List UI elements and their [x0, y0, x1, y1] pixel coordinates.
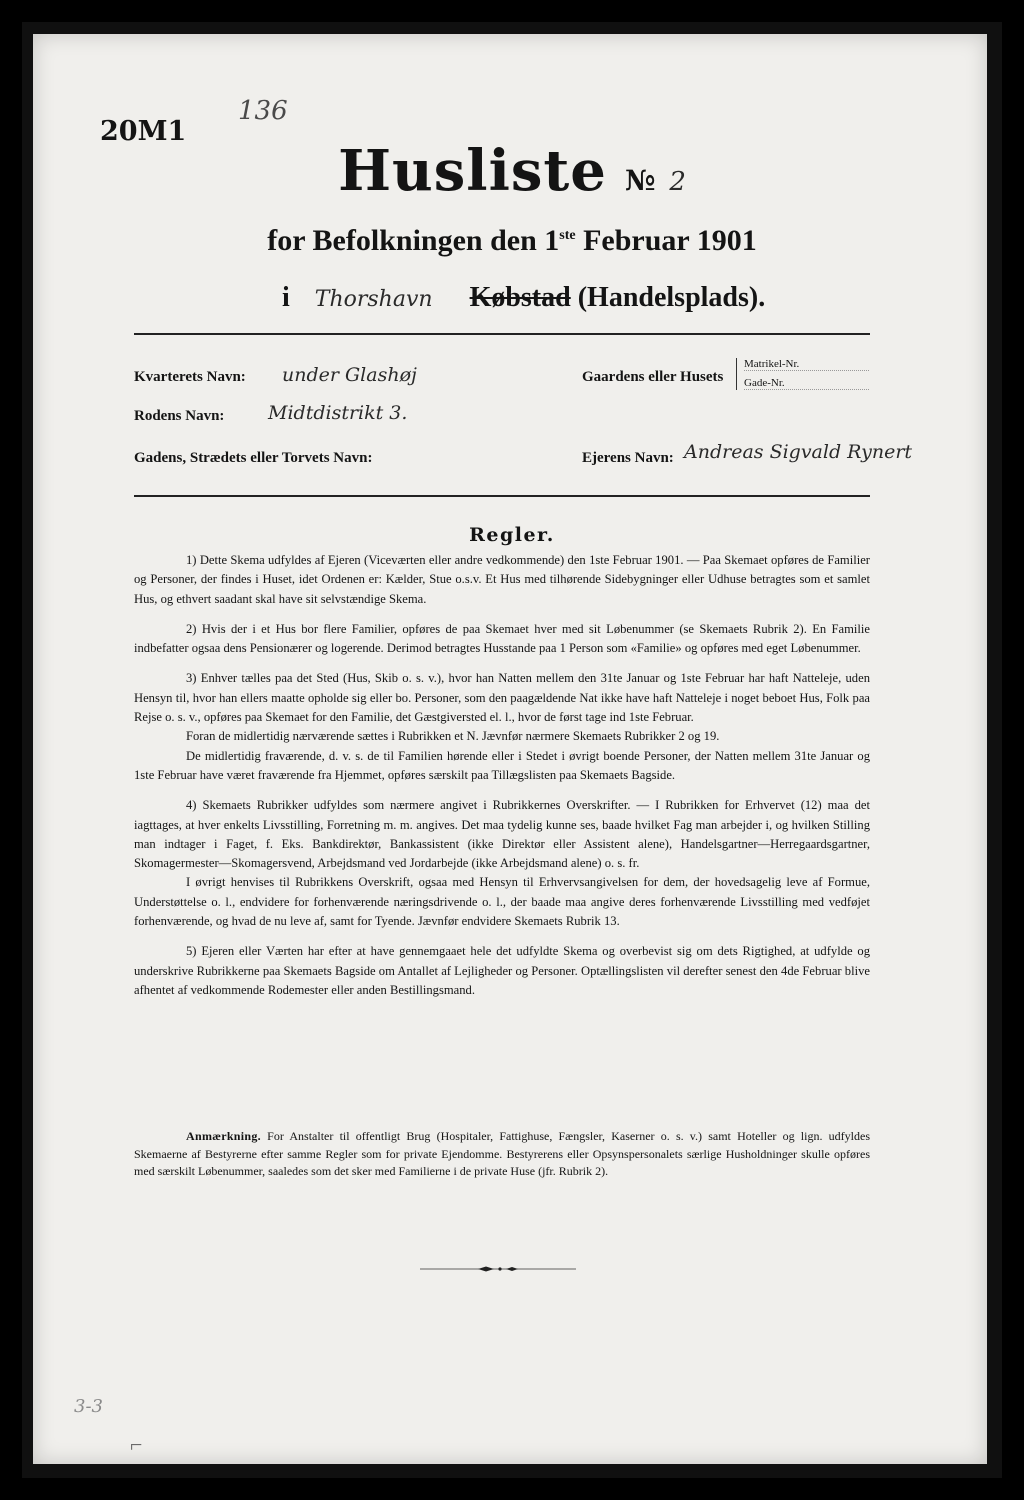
pencil-number: 136	[238, 96, 288, 126]
matrikel-label: Matrikel-Nr.	[744, 358, 869, 371]
gadenr-label: Gade-Nr.	[744, 377, 869, 390]
handelsplads: (Handelsplads).	[577, 282, 766, 313]
note-text: For Anstalter til offentligt Brug (Hospitaler, Fattighuse, Fængsler, Kaserner o. s. v.) samt Hoteller og lign. udfyldes Skemaerne af Bestyrerne efter samme Regler som for private Ejendomme. Bestyrerens eller Opsynspersonalets særlige Husholdninger skulle opføres med særskilt Løbenummer, saaledes som det sker med Familierne i de private Huse (jfr. Rubrik 2).	[134, 1129, 870, 1178]
gade-label: Gadens, Strædets eller Torvets Navn:	[134, 450, 373, 466]
note-paragraph	[134, 1128, 870, 1181]
rule-5: 5) Ejeren eller Værten har efter at have gennemgaaet hele det udfyldte Skema og overbevist sig om dets Rigtighed, at udfylde og underskrive Rubrikkerne paa Skemaets Bagside om Antallet af Lejligheder og Personer. Optællingslisten vil derefter senest den 4de Februar blive afhentet af vedkommende Rodemester eller anden Bestillingsmand.	[134, 944, 870, 997]
ornament-divider	[420, 1266, 576, 1272]
rules-body	[134, 551, 870, 1011]
place-prefix: i	[282, 282, 290, 313]
rules-heading: Regler.	[469, 524, 555, 546]
rule-2: 2) Hvis der i et Hus bor flere Familier, opføres de paa Skemaet hver med sit Løbenummer (se Skemaets Rubrik 2). En Familie indbefatter ogsaa dens Pensionærer og logerende. Derimod betragtes Husstande paa 1 Person som «Familie» og opføres med eget Løbenummer.	[134, 621, 870, 656]
gaard-label: Gaardens eller Husets	[582, 369, 724, 385]
subtitle-sup: ste	[559, 228, 576, 243]
pencil-mark: ⌐	[130, 1432, 143, 1457]
ejer-label: Ejerens Navn:	[582, 450, 674, 466]
matrikel-brace	[736, 358, 740, 390]
rule-3b: Foran de midlertidig nærværende sættes i Rubrikken et N. Jævnfør nærmere Skemaets Rubrikker 2 og 19.	[186, 729, 720, 744]
house-number: 2	[669, 167, 686, 197]
rule-4: 4) Skemaets Rubrikker udfyldes som nærmere angivet i Rubrikkernes Overskrifter. — I Rubrikken for Erhvervet (12) maa det iagttages, at hver enkelts Livsstilling, Forretning m. m. angives. Det maa tydelig kunne ses, baade hvilket Fag man arbejder i, og hvilken Stilling man indtager i Faget, f. Eks. Bankdirektør, Bankassistent (ikke Direktør eller Assistent alene), Handelsgartner—Herregaardsgartner, Skomagermester—Skomagersvend, Arbejdsmand ved Jordarbejde (ikke Arbejdsmand alene) o. s. fr.	[134, 798, 870, 871]
divider-bottom	[134, 495, 870, 497]
place-row	[282, 282, 765, 314]
rode-label: Rodens Navn:	[134, 408, 225, 424]
subtitle-post: Februar 1901	[575, 224, 757, 257]
title-row	[0, 138, 1024, 204]
pencil-note-bottom: 3-3	[74, 1396, 103, 1417]
kvarter-label: Kvarterets Navn:	[134, 369, 246, 385]
form-number: 20M1	[100, 116, 187, 147]
rule-1: 1) Dette Skema udfyldes af Ejeren (Viceværten eller andre vedkommende) den 1ste Februar 1901. — Paa Skemaet opføres de Familier og Personer, der findes i Huset, idet Ordenen er: Kælder, Stue o.s.v. Et Hus med tilhørende Sidebygninger eller Udhuse betragtes som et samlet Hus, og ethvert saadant skal have sit selvstændige Skema.	[134, 553, 870, 606]
note-label: Anmærkning.	[186, 1129, 261, 1143]
divider-top	[134, 333, 870, 335]
rode-value: Midtdistrikt 3.	[268, 402, 408, 424]
page-title: Husliste	[338, 138, 607, 204]
kvarter-value: under Glashøj	[282, 364, 417, 386]
subtitle-pre: for Befolkningen den 1	[267, 224, 560, 257]
place-name: Thorshavn	[314, 287, 433, 312]
rule-3: 3) Enhver tælles paa det Sted (Hus, Skib o. s. v.), hvor han Natten mellem den 31te Januar og 1ste Februar har haft Natteleje, uden Hensyn til, hvor han ellers maatte opholde sig eller bo. Personer, som den paagældende Nat ikke have haft Natteleje i noget beboet Hus, Folk paa Rejse o. s. v., opføres paa Skemaet for den Familie, det Gæstgiversted el. l., hvor de først tage ind 1ste Februar.	[134, 671, 870, 725]
rule-3c: De midlertidig fraværende, d. v. s. de til Familien hørende eller i Stedet i øvrigt boende Personer, der Natten mellem 31te Januar og 1ste Februar have været fraværende fra Hjemmet, opføres særskilt paa Tillægslisten paa Skemaets Bagside.	[134, 748, 870, 782]
kobstad-struck: Købstad	[469, 282, 571, 313]
ejer-value: Andreas Sigvald Rynert	[684, 441, 913, 463]
rule-4b: I øvrigt henvises til Rubrikkens Overskrift, ogsaa med Hensyn til Erhvervsangivelsen for dem, der hovedsagelig leve af Formue, Understøttelse o. l., endvidere for forhenværende næringsdrivende o. l., der baade maa angive deres forhenværende Livsstilling med vedføjet forhenværende, og hvad de nu leve af, samt for Tyende. Jævnfør endvidere Skemaets Rubrik 13.	[134, 875, 870, 929]
note	[134, 1128, 870, 1181]
number-mark: №	[624, 164, 656, 197]
subtitle	[0, 224, 1024, 258]
